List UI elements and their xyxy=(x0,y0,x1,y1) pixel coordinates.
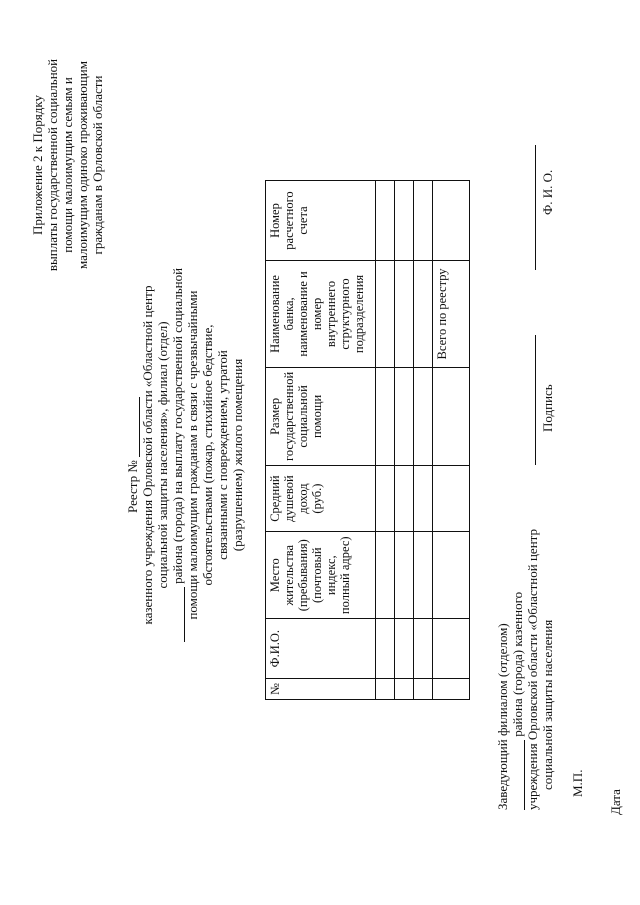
table-cell xyxy=(395,619,414,679)
table-cell xyxy=(395,532,414,619)
signature-line xyxy=(535,335,536,465)
table-row xyxy=(414,181,433,700)
table-cell xyxy=(376,181,395,261)
table-cell xyxy=(376,619,395,679)
register-heading: Реестр № xyxy=(125,225,140,685)
table-cell xyxy=(376,532,395,619)
column-header: Номер расчетного счета xyxy=(266,181,376,261)
title-line: (разрушением) жилого помещения xyxy=(230,358,245,552)
head-of-branch-block xyxy=(495,510,555,810)
annex-line: выплаты государственной социальной xyxy=(45,58,60,272)
table-cell xyxy=(433,465,470,531)
footer-line: учреждения Орловской области «Областной центр xyxy=(525,529,540,810)
table-cell xyxy=(376,465,395,531)
table-cell xyxy=(414,367,433,465)
table-cell xyxy=(395,367,414,465)
table-cell xyxy=(414,181,433,261)
table-cell xyxy=(376,679,395,700)
footer-line: района (города) казенного xyxy=(510,510,525,810)
annex-line: малоимущим одиноко проживающим xyxy=(75,61,90,269)
annex-note xyxy=(30,15,105,315)
date-label: Дата xyxy=(608,789,623,815)
district-blank xyxy=(172,587,185,642)
title-line: связанными с повреждением, утратой xyxy=(215,350,230,560)
table-cell xyxy=(433,532,470,619)
title-line: района (города) на выплату государственной социальной xyxy=(170,225,185,685)
column-header: Место жительства (пребывания) (почтовый индекс, полный адрес) xyxy=(266,532,376,619)
table-cell xyxy=(395,181,414,261)
register-table xyxy=(265,180,470,700)
table-cell xyxy=(433,367,470,465)
full-name-label: Ф. И. О. xyxy=(540,169,555,215)
table-cell xyxy=(395,261,414,368)
annex-line: Приложение 2 к Порядку xyxy=(30,95,45,235)
table-cell xyxy=(414,679,433,700)
table-total-row xyxy=(433,181,470,700)
table-cell xyxy=(376,367,395,465)
column-header: № xyxy=(266,679,376,700)
title-line: помощи малоимущим гражданам в связи с чрезвычайными xyxy=(185,290,200,620)
title-line: социальной защиты населения», филиал (отдел) xyxy=(155,321,170,589)
column-header: Размер государственной социальной помощи xyxy=(266,367,376,465)
table-cell xyxy=(433,679,470,700)
title-line: казенного учреждения Орловской области «Областной центр xyxy=(140,285,155,625)
table-row xyxy=(395,181,414,700)
table-cell xyxy=(414,532,433,619)
column-header: Наименование банка, наименование и номер внутреннего структурного подразделения xyxy=(266,261,376,368)
table-row xyxy=(376,181,395,700)
name-line xyxy=(535,145,536,270)
table-cell xyxy=(414,465,433,531)
table-cell xyxy=(433,181,470,261)
footer-line: Заведующий филиалом (отделом) xyxy=(495,623,510,810)
stamp-label: М.П. xyxy=(570,769,585,797)
total-label: Всего по реестру xyxy=(433,261,470,368)
column-header: Ф.И.О. xyxy=(266,619,376,679)
annex-line: помощи малоимущим семьям и xyxy=(60,77,75,253)
table-cell xyxy=(414,619,433,679)
table-cell xyxy=(395,679,414,700)
table-cell xyxy=(433,619,470,679)
annex-line: гражданам в Орловской области xyxy=(90,75,105,255)
signature-label: Подпись xyxy=(540,384,555,432)
table-cell xyxy=(414,261,433,368)
table-cell xyxy=(395,465,414,531)
title-line: обстоятельствами (пожар, стихийное бедствие, xyxy=(200,324,215,586)
column-header: Средний душевой доход (руб.) xyxy=(266,465,376,531)
register-number-blank xyxy=(127,397,140,457)
table-header-row xyxy=(266,181,376,700)
register-title xyxy=(125,225,245,685)
footer-line: социальной защиты населения xyxy=(540,619,555,790)
table-cell xyxy=(376,261,395,368)
